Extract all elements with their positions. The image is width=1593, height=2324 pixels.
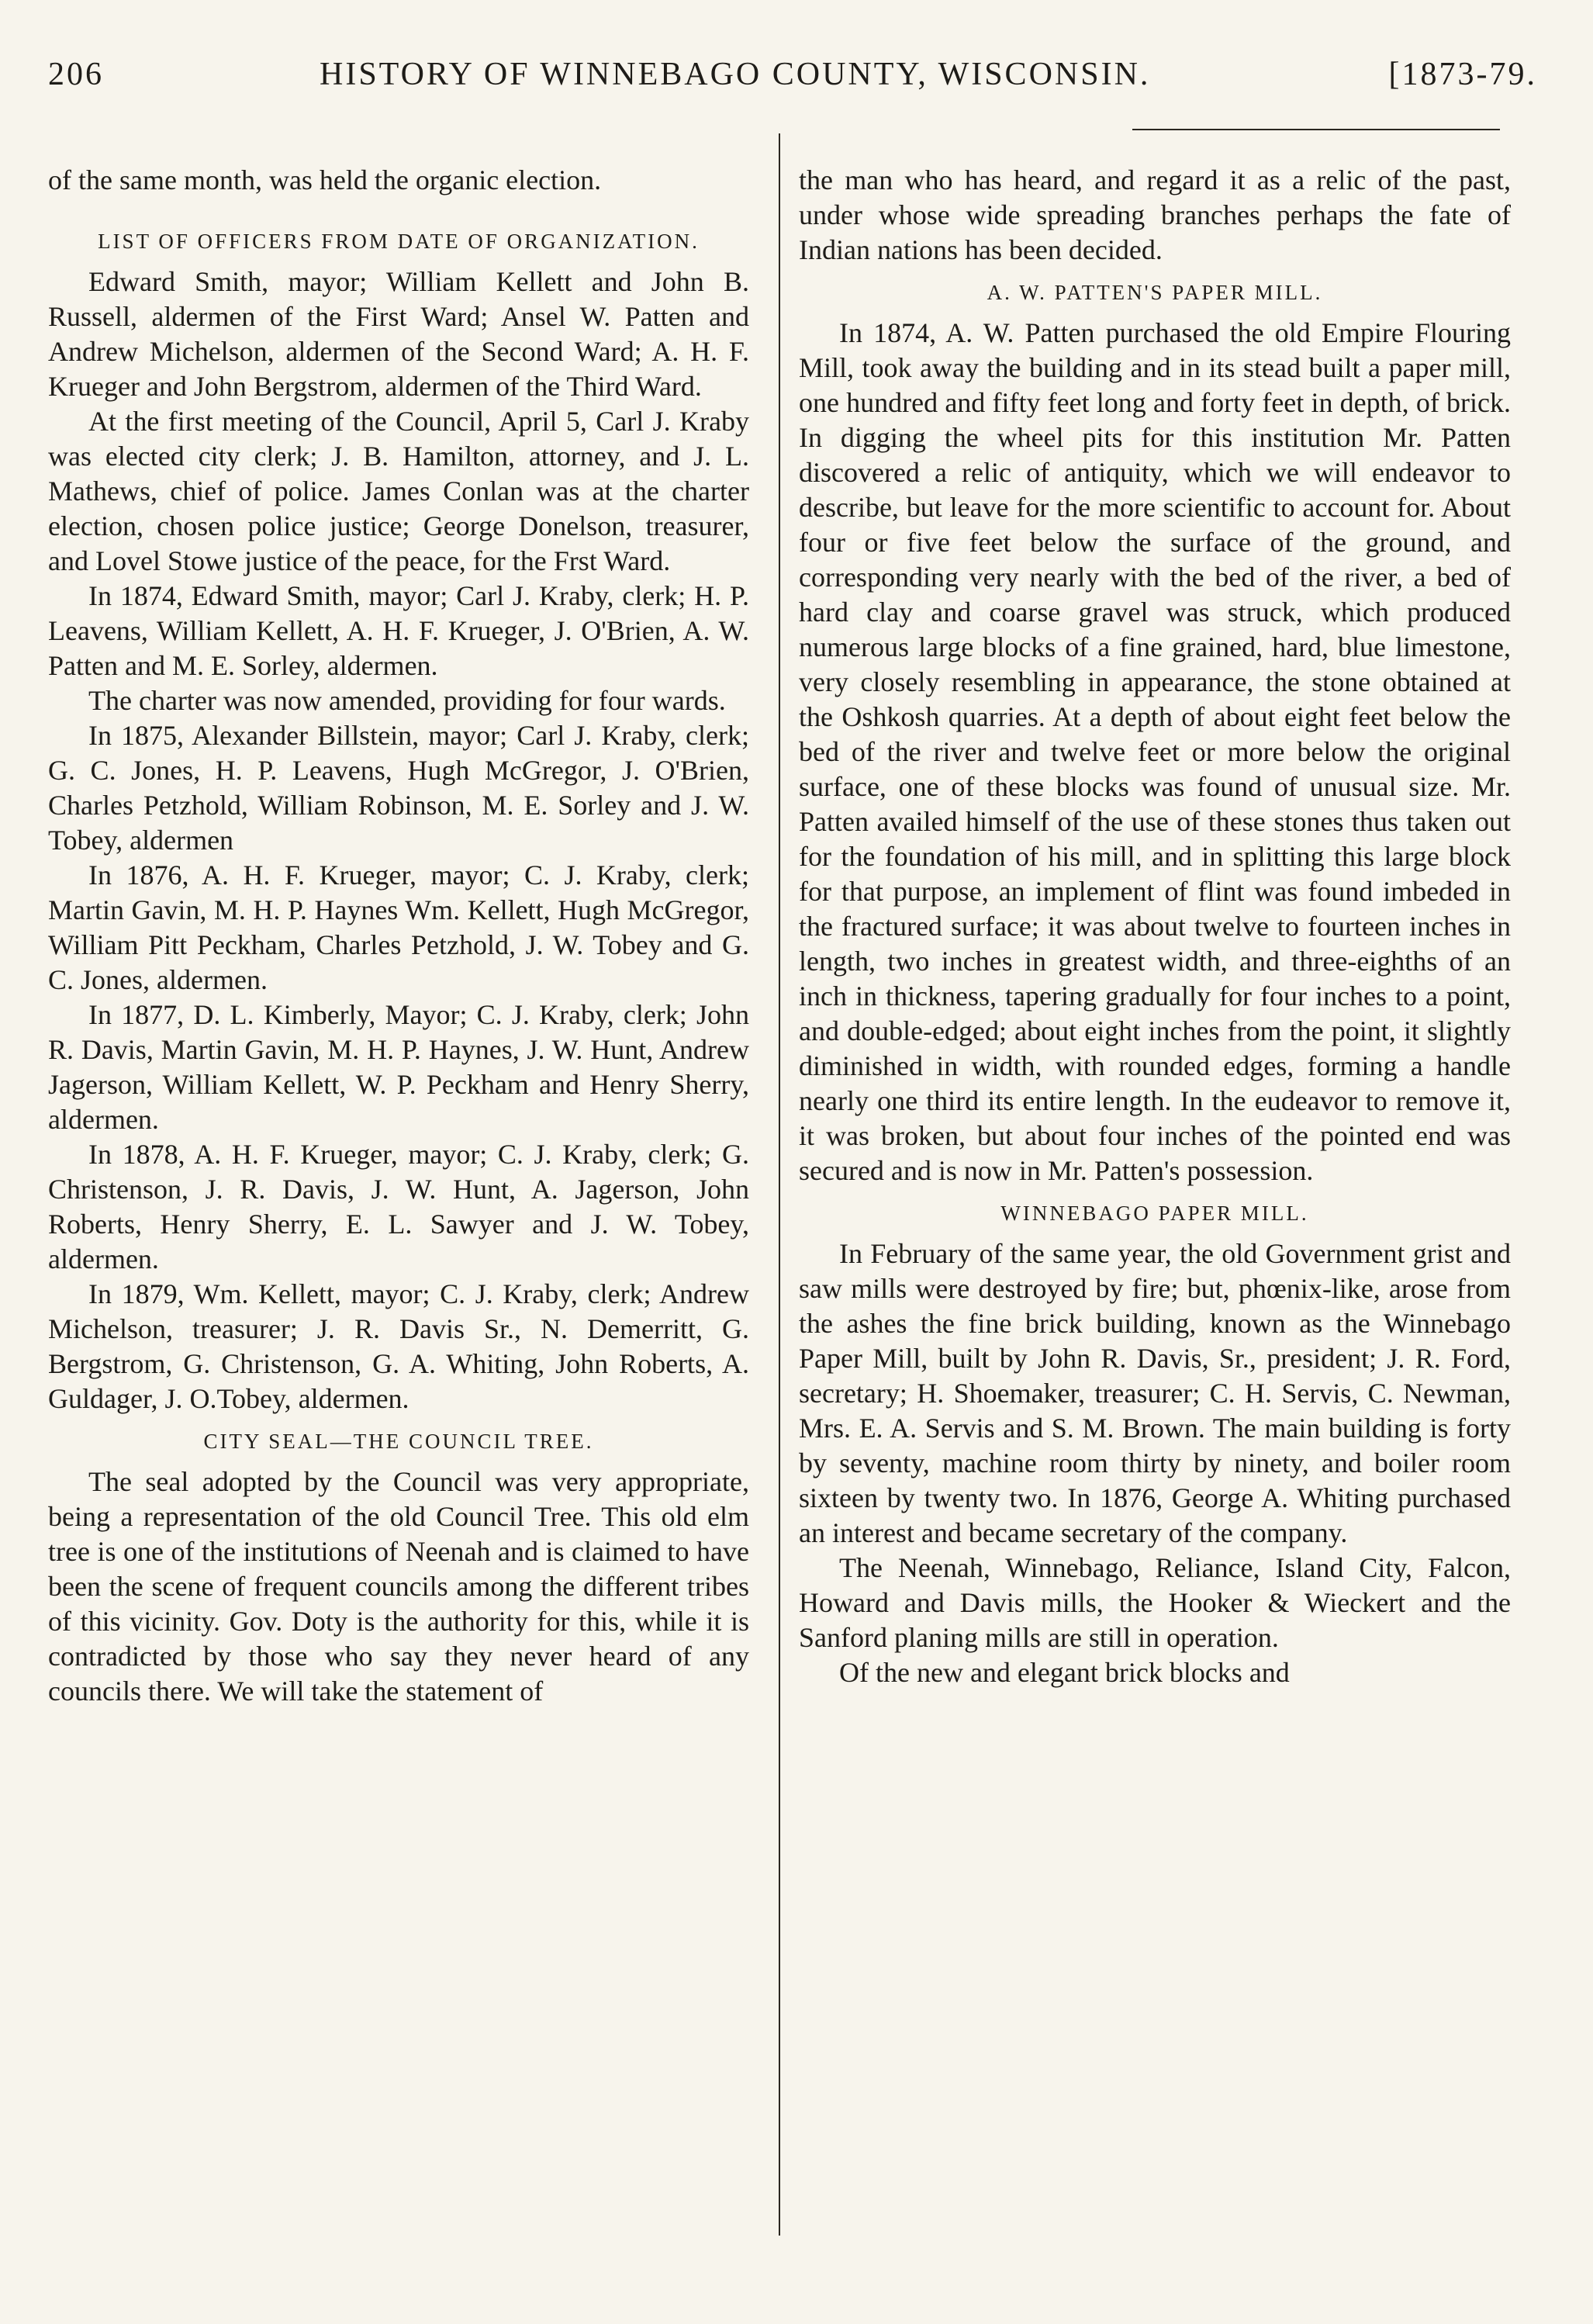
paragraph: The charter was now amended, providing for four wards. (88, 685, 726, 716)
paragraph: In 1874, Edward Smith, mayor; Carl J. Kraby, clerk; H. P. Leavens, William Kellett, A. H. F. Krueger, J. O'Brien, A. W. Patten and M. E. Sorley, aldermen. (48, 580, 749, 681)
column-divider (779, 133, 780, 2236)
paragraph: the man who has heard, and regard it as a relic of the past, under whose wide spreading branches perhaps the fate of Indian nations has been decided. (799, 164, 1511, 265)
paragraph: In 1876, A. H. F. Krueger, mayor; C. J. Kraby, clerk; Martin Gavin, M. H. P. Haynes Wm. Kellett, Hugh McGregor, William Pitt Peckham, Charles Petzhold, J. W. Tobey and G. C. Jones, aldermen. (48, 859, 749, 995)
paragraph: In 1877, D. L. Kimberly, Mayor; C. J. Kraby, clerk; John R. Davis, Martin Gavin, M. H. P. Haynes, J. W. Hunt, Andrew Jagerson, William Kellett, W. P. Peckham and Henry Sherry, aldermen. (48, 999, 749, 1135)
paragraph: The Neenah, Winnebago, Reliance, Island City, Falcon, Howard and Davis mills, the Hooker & Wieckert and the Sanford planing mills are still in operation. (799, 1552, 1511, 1653)
paragraph: The seal adopted by the Council was very appropriate, being a representation of the old Council Tree. This old elm tree is one of the institutions of Neenah and is claimed to have been the scene of frequent councils among the different tribes of this vicinity. Gov. Doty is the authority for this, while it is contradicted by those who say they never heard of any councils there. We will take the statement of (48, 1466, 749, 1707)
section-heading: LIST OF OFFICERS FROM DATE OF ORGANIZATION. (98, 230, 700, 253)
paragraph: of the same month, was held the organic election. (48, 164, 602, 195)
paragraph: Of the new and elegant brick blocks and (839, 1657, 1290, 1688)
right-column (799, 163, 1511, 1690)
paragraph: In 1874, A. W. Patten purchased the old Empire Flouring Mill, took away the building and in its stead built a paper mill, one hundred and fifty feet long and forty feet in depth, of brick. In digging the wheel pits for this institution Mr. Patten discovered a relic of antiquity, which we will endeavor to describe, but leave for the more scientific to account for. About four or five feet below the surface of the ground, and corresponding very nearly with the bed of the river, a bed of hard clay and coarse gravel was struck, which produced numerous large blocks of a fine grained, hard, blue limestone, very closely resembling in appearance, the stone obtained at the Oshkosh quarries. At a depth of about eight feet below the bed of the river and twelve feet or more below the original surface, one of these blocks was found of unusual size. Mr. Patten availed himself of the use of these stones thus taken out for the foundation of his mill, and in splitting this large block for that purpose, an implement of flint was found imbeded in the fractured surface; it was about twelve to fourteen inches in length, two inches in greatest width, and three-eighths of an inch in thickness, tapering gradually for four inches to a point, and double-edged; about eight inches from the point, it slightly diminished in width, with rounded edges, forming a handle nearly one third its entire length. In the eudeavor to remove it, it was broken, but about four inches of the pointed end was secured and is now in Mr. Patten's possession. (799, 317, 1511, 1186)
section-heading: WINNEBAGO PAPER MILL. (1000, 1202, 1309, 1225)
paragraph: Edward Smith, mayor; William Kellett and John B. Russell, aldermen of the First Ward; Ansel W. Patten and Andrew Michelson, aldermen of the Second Ward; A. H. F. Krueger and John Bergstrom, aldermen of the Third Ward. (48, 266, 749, 402)
left-column (48, 163, 749, 1709)
paragraph: In 1878, A. H. F. Krueger, mayor; C. J. Kraby, clerk; G. Christenson, J. R. Davis, J. W. Hunt, A. Jagerson, John Roberts, Henry Sherry, E. L. Sawyer and J. W. Tobey, aldermen. (48, 1139, 749, 1274)
header-rule (1132, 129, 1500, 130)
paragraph: In February of the same year, the old Government grist and saw mills were destroyed by fire; but, phœnix-like, arose from the ashes the fine brick building, known as the Winnebago Paper Mill, built by John R. Davis, Sr., president; J. R. Ford, secretary; H. Shoemaker, treasurer; C. H. Servis, C. Newman, Mrs. E. A. Servis and S. M. Brown. The main building is forty by seventy, machine room thirty by ninety, and boiler room sixteen by twenty two. In 1876, George A. Whiting purchased an interest and became secretary of the company. (799, 1238, 1511, 1548)
date-range: [1873-79. (1388, 57, 1537, 92)
paragraph: At the first meeting of the Council, April 5, Carl J. Kraby was elected city clerk; J. B. Hamilton, attorney, and J. L. Mathews, chief of police. James Conlan was at the charter election, chosen police justice; George Donelson, treasurer, and Lovel Stowe justice of the peace, for the Frst Ward. (48, 406, 749, 576)
paragraph: In 1879, Wm. Kellett, mayor; C. J. Kraby, clerk; Andrew Michelson, treasurer; J. R. Davis Sr., N. Demerritt, G. Bergstrom, G. Christenson, G. A. Whiting, John Roberts, A. Guldager, J. O.Tobey, aldermen. (48, 1278, 749, 1414)
running-header (48, 56, 1537, 102)
page-number: 206 (48, 57, 104, 92)
section-heading: CITY SEAL—THE COUNCIL TREE. (203, 1430, 594, 1453)
section-heading: A. W. PATTEN'S PAPER MILL. (987, 281, 1323, 304)
running-title: HISTORY OF WINNEBAGO COUNTY, WISCONSIN. (320, 57, 1151, 92)
paragraph: In 1875, Alexander Billstein, mayor; Carl J. Kraby, clerk; G. C. Jones, H. P. Leavens, Hugh McGregor, J. O'Brien, Charles Petzhold, William Robinson, M. E. Sorley and J. W. Tobey, aldermen (48, 720, 749, 856)
